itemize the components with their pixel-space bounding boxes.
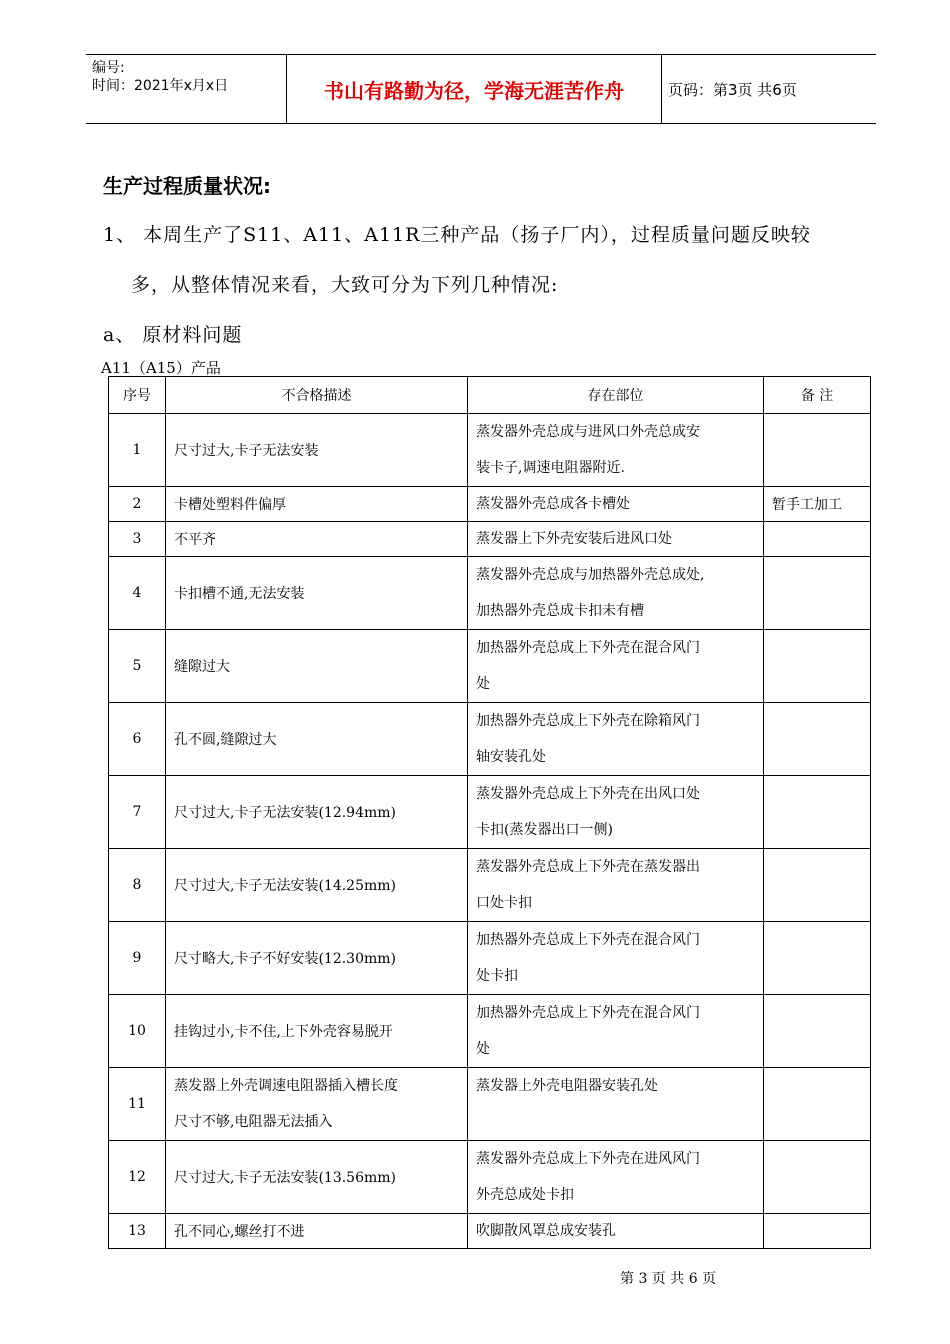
row-location: 蒸发器外壳总成各卡槽处: [468, 487, 764, 522]
table-row: [109, 995, 871, 1068]
header-page-info: 页码：第3页 共6页: [668, 80, 797, 99]
table-row: [109, 849, 871, 922]
col-header-desc: 不合格描述: [166, 377, 468, 414]
row-location: 加热器外壳总成上下外壳在混合风门 处卡扣: [468, 922, 764, 995]
row-note: [764, 1141, 871, 1214]
row-no: 2: [109, 487, 166, 522]
row-note: [764, 522, 871, 557]
row-no: 6: [109, 703, 166, 776]
row-no: 5: [109, 630, 166, 703]
row-note: [764, 1214, 871, 1249]
row-note: [764, 1068, 871, 1141]
row-note: [764, 414, 871, 487]
page-header: [86, 54, 876, 124]
row-note: [764, 922, 871, 995]
table-row: [109, 522, 871, 557]
col-header-no: 序号: [109, 377, 166, 414]
quality-issue-table: [108, 376, 871, 1249]
section-title: 生产过程质量状况:: [103, 174, 271, 198]
table-row: [109, 630, 871, 703]
number-label: 编号:: [92, 60, 125, 76]
row-note: [764, 995, 871, 1068]
row-note: [764, 849, 871, 922]
table-row: [109, 776, 871, 849]
row-no: 1: [109, 414, 166, 487]
row-note: 暂手工加工: [764, 487, 871, 522]
row-no: 10: [109, 995, 166, 1068]
table-row: [109, 414, 871, 487]
table-caption: A11（A15）产品: [101, 359, 221, 377]
row-desc: 蒸发器上外壳调速电阻器插入槽长度 尺寸不够,电阻器无法插入: [166, 1068, 468, 1141]
row-location: 加热器外壳总成上下外壳在除箱风门 轴安装孔处: [468, 703, 764, 776]
row-location: 加热器外壳总成上下外壳在混合风门 处: [468, 630, 764, 703]
row-desc: 孔不同心,螺丝打不进: [166, 1214, 468, 1249]
row-location: 蒸发器外壳总成上下外壳在蒸发器出 口处卡扣: [468, 849, 764, 922]
row-desc: 尺寸过大,卡子无法安装(14.25mm): [166, 849, 468, 922]
row-desc: 卡扣槽不通,无法安装: [166, 557, 468, 630]
row-desc: 尺寸略大,卡子不好安装(12.30mm): [166, 922, 468, 995]
row-location: 蒸发器上外壳电阻器安装孔处: [468, 1068, 764, 1141]
row-no: 13: [109, 1214, 166, 1249]
header-meta: [92, 59, 228, 95]
row-no: 9: [109, 922, 166, 995]
row-note: [764, 703, 871, 776]
row-location: 蒸发器上下外壳安装后进风口处: [468, 522, 764, 557]
row-desc: 不平齐: [166, 522, 468, 557]
subheading-a: a、 原材料问题: [103, 324, 243, 346]
row-desc: 尺寸过大,卡子无法安装(12.94mm): [166, 776, 468, 849]
col-header-note: 备 注: [764, 377, 871, 414]
row-desc: 尺寸过大,卡子无法安装(13.56mm): [166, 1141, 468, 1214]
table-row: [109, 487, 871, 522]
row-no: 4: [109, 557, 166, 630]
col-header-location: 存在部位: [468, 377, 764, 414]
table-row: [109, 1214, 871, 1249]
row-no: 8: [109, 849, 166, 922]
row-desc: 尺寸过大,卡子无法安装: [166, 414, 468, 487]
row-no: 12: [109, 1141, 166, 1214]
paragraph-line-1: 1、 本周生产了S11、A11、A11R三种产品（扬子厂内），过程质量问题反映较: [103, 224, 811, 246]
table-row: [109, 1068, 871, 1141]
table-row: [109, 922, 871, 995]
row-desc: 孔不圆,缝隙过大: [166, 703, 468, 776]
row-location: 蒸发器外壳总成与进风口外壳总成安 装卡子,调速电阻器附近.: [468, 414, 764, 487]
row-no: 7: [109, 776, 166, 849]
row-no: 3: [109, 522, 166, 557]
row-location: 蒸发器外壳总成上下外壳在出风口处 卡扣(蒸发器出口一侧): [468, 776, 764, 849]
row-note: [764, 557, 871, 630]
row-note: [764, 630, 871, 703]
row-location: 加热器外壳总成上下外壳在混合风门 处: [468, 995, 764, 1068]
table-row: [109, 1141, 871, 1214]
row-location: 蒸发器外壳总成与加热器外壳总成处, 加热器外壳总成卡扣未有槽: [468, 557, 764, 630]
row-desc: 卡槽处塑料件偏厚: [166, 487, 468, 522]
time-label: 时间：2021年x月x日: [92, 78, 229, 94]
table-row: [109, 703, 871, 776]
row-location: 蒸发器外壳总成上下外壳在进风风门 外壳总成处卡扣: [468, 1141, 764, 1214]
row-desc: 挂钩过小,卡不住,上下外壳容易脱开: [166, 995, 468, 1068]
paragraph-line-2: 多，从整体情况来看，大致可分为下列几种情况:: [131, 274, 559, 296]
page-footer: 第 3 页 共 6 页: [620, 1271, 717, 1287]
row-no: 11: [109, 1068, 166, 1141]
table-row: [109, 557, 871, 630]
row-location: 吹脚散风罩总成安装孔: [468, 1214, 764, 1249]
row-desc: 缝隙过大: [166, 630, 468, 703]
header-motto: 书山有路勤为径，学海无涯苦作舟: [286, 55, 662, 123]
row-note: [764, 776, 871, 849]
